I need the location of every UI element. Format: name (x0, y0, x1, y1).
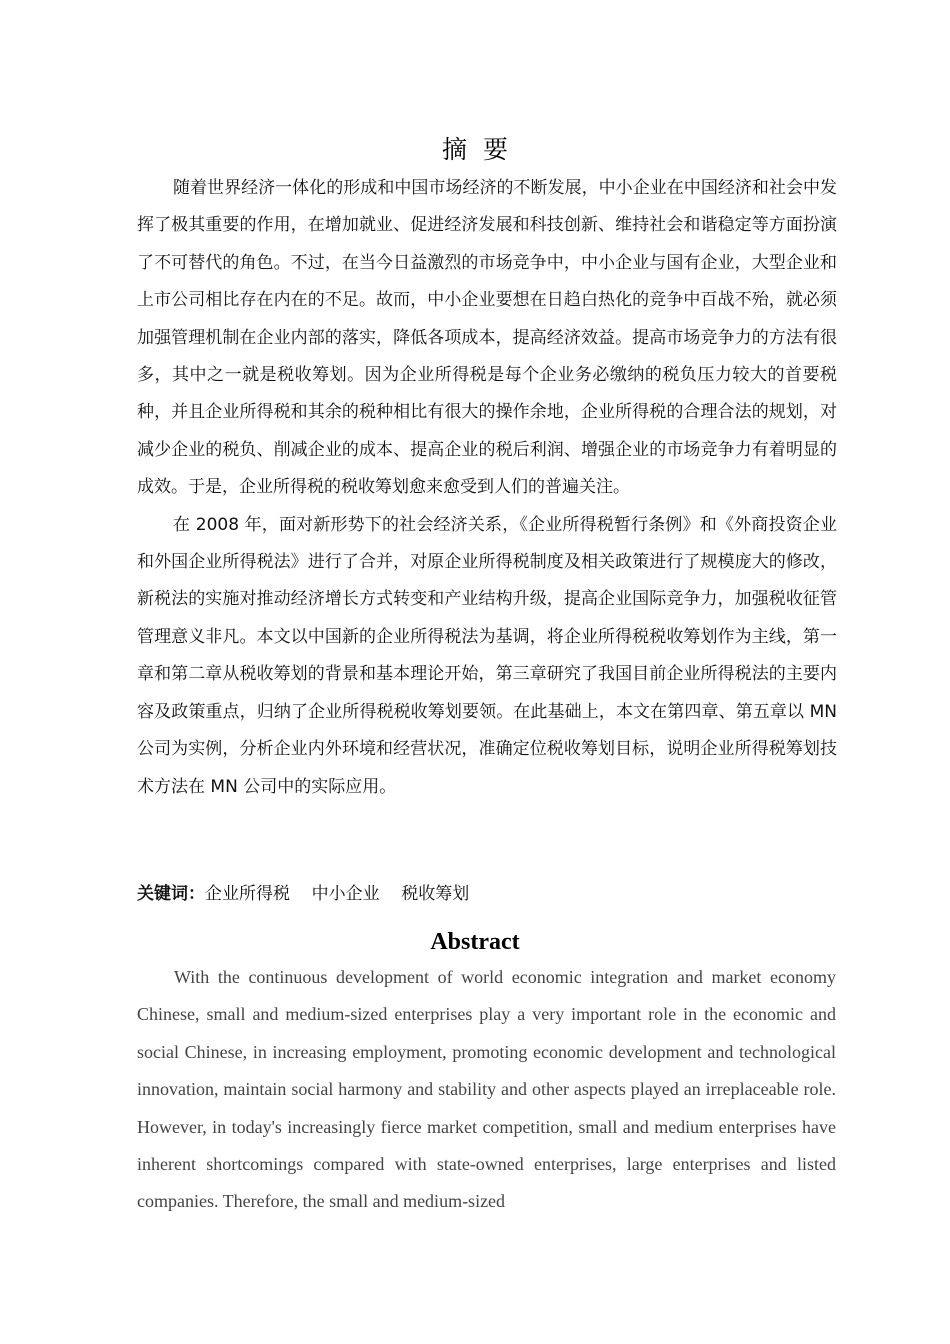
abstract-cn-title: 摘要 (441, 135, 524, 164)
abstract-en-body (137, 959, 836, 1221)
keywords-line (137, 879, 837, 909)
abstract-cn-paragraph-2: 在 2008 年，面对新形势下的社会经济关系，《企业所得税暂行条例》和《外商投资企业和外国企业所得税法》进行了合并，对原企业所得税制度及相关政策进行了规模庞大的修改，新税法的实施对推动经济增长方式转变和产业结构升级，提高企业国际竞争力，加强税收征管管理意义非凡。本文以中国新的企业所得税法为基调，将企业所得税税收筹划作为主线，第一章和第二章从税收筹划的背景和基本理论开始，第三章研究了我国目前企业所得税法的主要内容及政策重点，归纳了企业所得税税收筹划要领。在此基础上，本文在第四章、第五章以 MN 公司为实例，分析企业内外环境和经营状况，准确定位税收筹划目标，说明企业所得税筹划技术方法在 MN 公司中的实际应用。 (137, 514, 837, 797)
abstract-en-paragraph: With the continuous development of world economic integration and market economy Chinese, small and medium-sized enterprises play a very important role in the economic and social Chinese, in increasing employment, promoting economic development and technological innovation, maintain social harmony and stability and other aspects played an irreplaceable role. However, in today's increasingly fierce market competition, small and medium enterprises have inherent shortcomings compared with state-owned enterprises, large enterprises and listed companies. Therefore, the small and medium-sized (137, 967, 836, 1212)
abstract-en-title: Abstract (430, 929, 520, 955)
abstract-cn-body (137, 170, 837, 806)
keywords-label: 关键词： (137, 884, 205, 904)
abstract-cn-paragraph-1: 随着世界经济一体化的形成和中国市场经济的不断发展，中小企业在中国经济和社会中发挥了极其重要的作用，在增加就业、促进经济发展和科技创新、维持社会和谐稳定等方面扮演了不可替代的角色。不过，在当今日益激烈的市场竞争中，中小企业与国有企业，大型企业和上市公司相比存在内在的不足。故而，中小企业要想在日趋白热化的竞争中百战不殆，就必须加强管理机制在企业内部的落实，降低各项成本，提高经济效益。提高市场竞争力的方法有很多，其中之一就是税收筹划。因为企业所得税是每个企业务必缴纳的税负压力较大的首要税种，并且企业所得税和其余的税种相比有很大的操作余地，企业所得税的合理合法的规划，对减少企业的税负、削减企业的成本、提高企业的税后利润、增强企业的市场竞争力有着明显的成效。于是，企业所得税的税收筹划愈来愈受到人们的普遍关注。 (137, 178, 837, 498)
keywords-value: 企业所得税 中小企业 税收筹划 (205, 884, 470, 904)
